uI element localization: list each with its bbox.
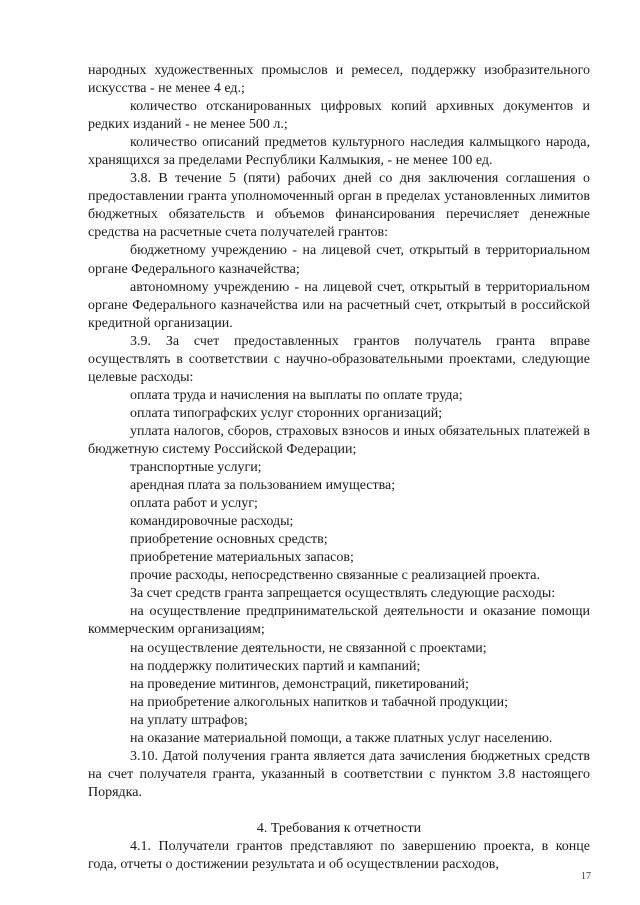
- list-item-expense: оплата работ и услуг;: [130, 496, 258, 512]
- list-item-prohibited: на осуществление деятельности, не связанной с проектами;: [130, 640, 487, 656]
- paragraph-budget-institution: бюджетному учреждению - на лицевой счет, открытый в территориальном органе Федерального казначейства;: [88, 243, 590, 277]
- list-item-expense: оплата труда и начисления на выплаты по оплате труда;: [130, 387, 463, 403]
- list-item-expense: командировочные расходы;: [130, 514, 294, 530]
- paragraph-entrepreneurial: на осуществление предпринимательской деятельности и оказание помощи коммерческим организациям;: [88, 604, 590, 638]
- paragraph-heritage-descriptions: количество описаний предметов культурного наследия калмыцкого народа, хранящихся за пределами Республики Калмыкия, - не менее 100 ед.: [88, 135, 590, 169]
- list-item-prohibited-intro: За счет средств гранта запрещается осуществлять следующие расходы:: [130, 586, 556, 602]
- paragraph-taxes: уплата налогов, сборов, страховых взносов и иных обязательных платежей в бюджетную систему Российской Федерации;: [88, 423, 590, 457]
- list-item-expense: приобретение материальных запасов;: [130, 550, 354, 566]
- paragraph-scanned-copies: количество отсканированных цифровых копий архивных документов и редких изданий - не менее 500 л.;: [88, 99, 590, 133]
- paragraph-3-9: 3.9. За счет предоставленных грантов получатель гранта вправе осуществлять в соответствии с научно-образовательными проектами, следующие целевые расходы:: [88, 333, 590, 385]
- paragraph-3-8: 3.8. В течение 5 (пяти) рабочих дней со дня заключения соглашения о предоставлении гранта уполномоченный орган в пределах установленных лимитов бюджетных обязательств и объемов финансирования перечисляет денежные средства на расчетные счета получателей грантов:: [88, 171, 590, 241]
- page-number: 17: [581, 871, 591, 882]
- paragraph-autonomous-institution: автономному учреждению - на лицевой счет, открытый в территориальном органе Федерального казначейства или на расчетный счет, открытый в российской кредитной организации.: [88, 279, 590, 331]
- paragraph-3-10: 3.10. Датой получения гранта является дата зачисления бюджетных средств на счет получателя гранта, указанный в соответствии с пунктом 3.8 настоящего Порядка.: [88, 748, 590, 800]
- paragraph-4-1: 4.1. Получатели грантов представляют по завершению проекта, в конце года, отчеты о достижении результата и об осуществлении расходов,: [88, 838, 590, 873]
- section-heading: 4. Требования к отчетности: [256, 820, 422, 836]
- page-text-block: [88, 62, 590, 874]
- list-item-prohibited: на уплату штрафов;: [130, 712, 248, 728]
- list-item-prohibited: на проведение митингов, демонстраций, пикетирований;: [130, 676, 469, 692]
- list-item-expense: приобретение основных средств;: [130, 532, 328, 548]
- list-item-expense: оплата типографских услуг сторонних организаций;: [130, 405, 443, 421]
- list-item-expense: прочие расходы, непосредственно связанные с реализацией проекта.: [130, 568, 540, 584]
- list-item-prohibited: на поддержку политических партий и кампаний;: [130, 658, 421, 674]
- list-item-expense: арендная плата за пользованием имущества;: [130, 478, 396, 494]
- list-item-prohibited: на приобретение алкогольных напитков и табачной продукции;: [130, 694, 508, 710]
- paragraph-continuation: народных художественных промыслов и ремесел, поддержку изобразительного искусства - не менее 4 ед.;: [88, 63, 590, 97]
- list-item-expense: транспортные услуги;: [130, 460, 262, 476]
- list-item-prohibited: на оказание материальной помощи, а также платных услуг населению.: [130, 730, 553, 746]
